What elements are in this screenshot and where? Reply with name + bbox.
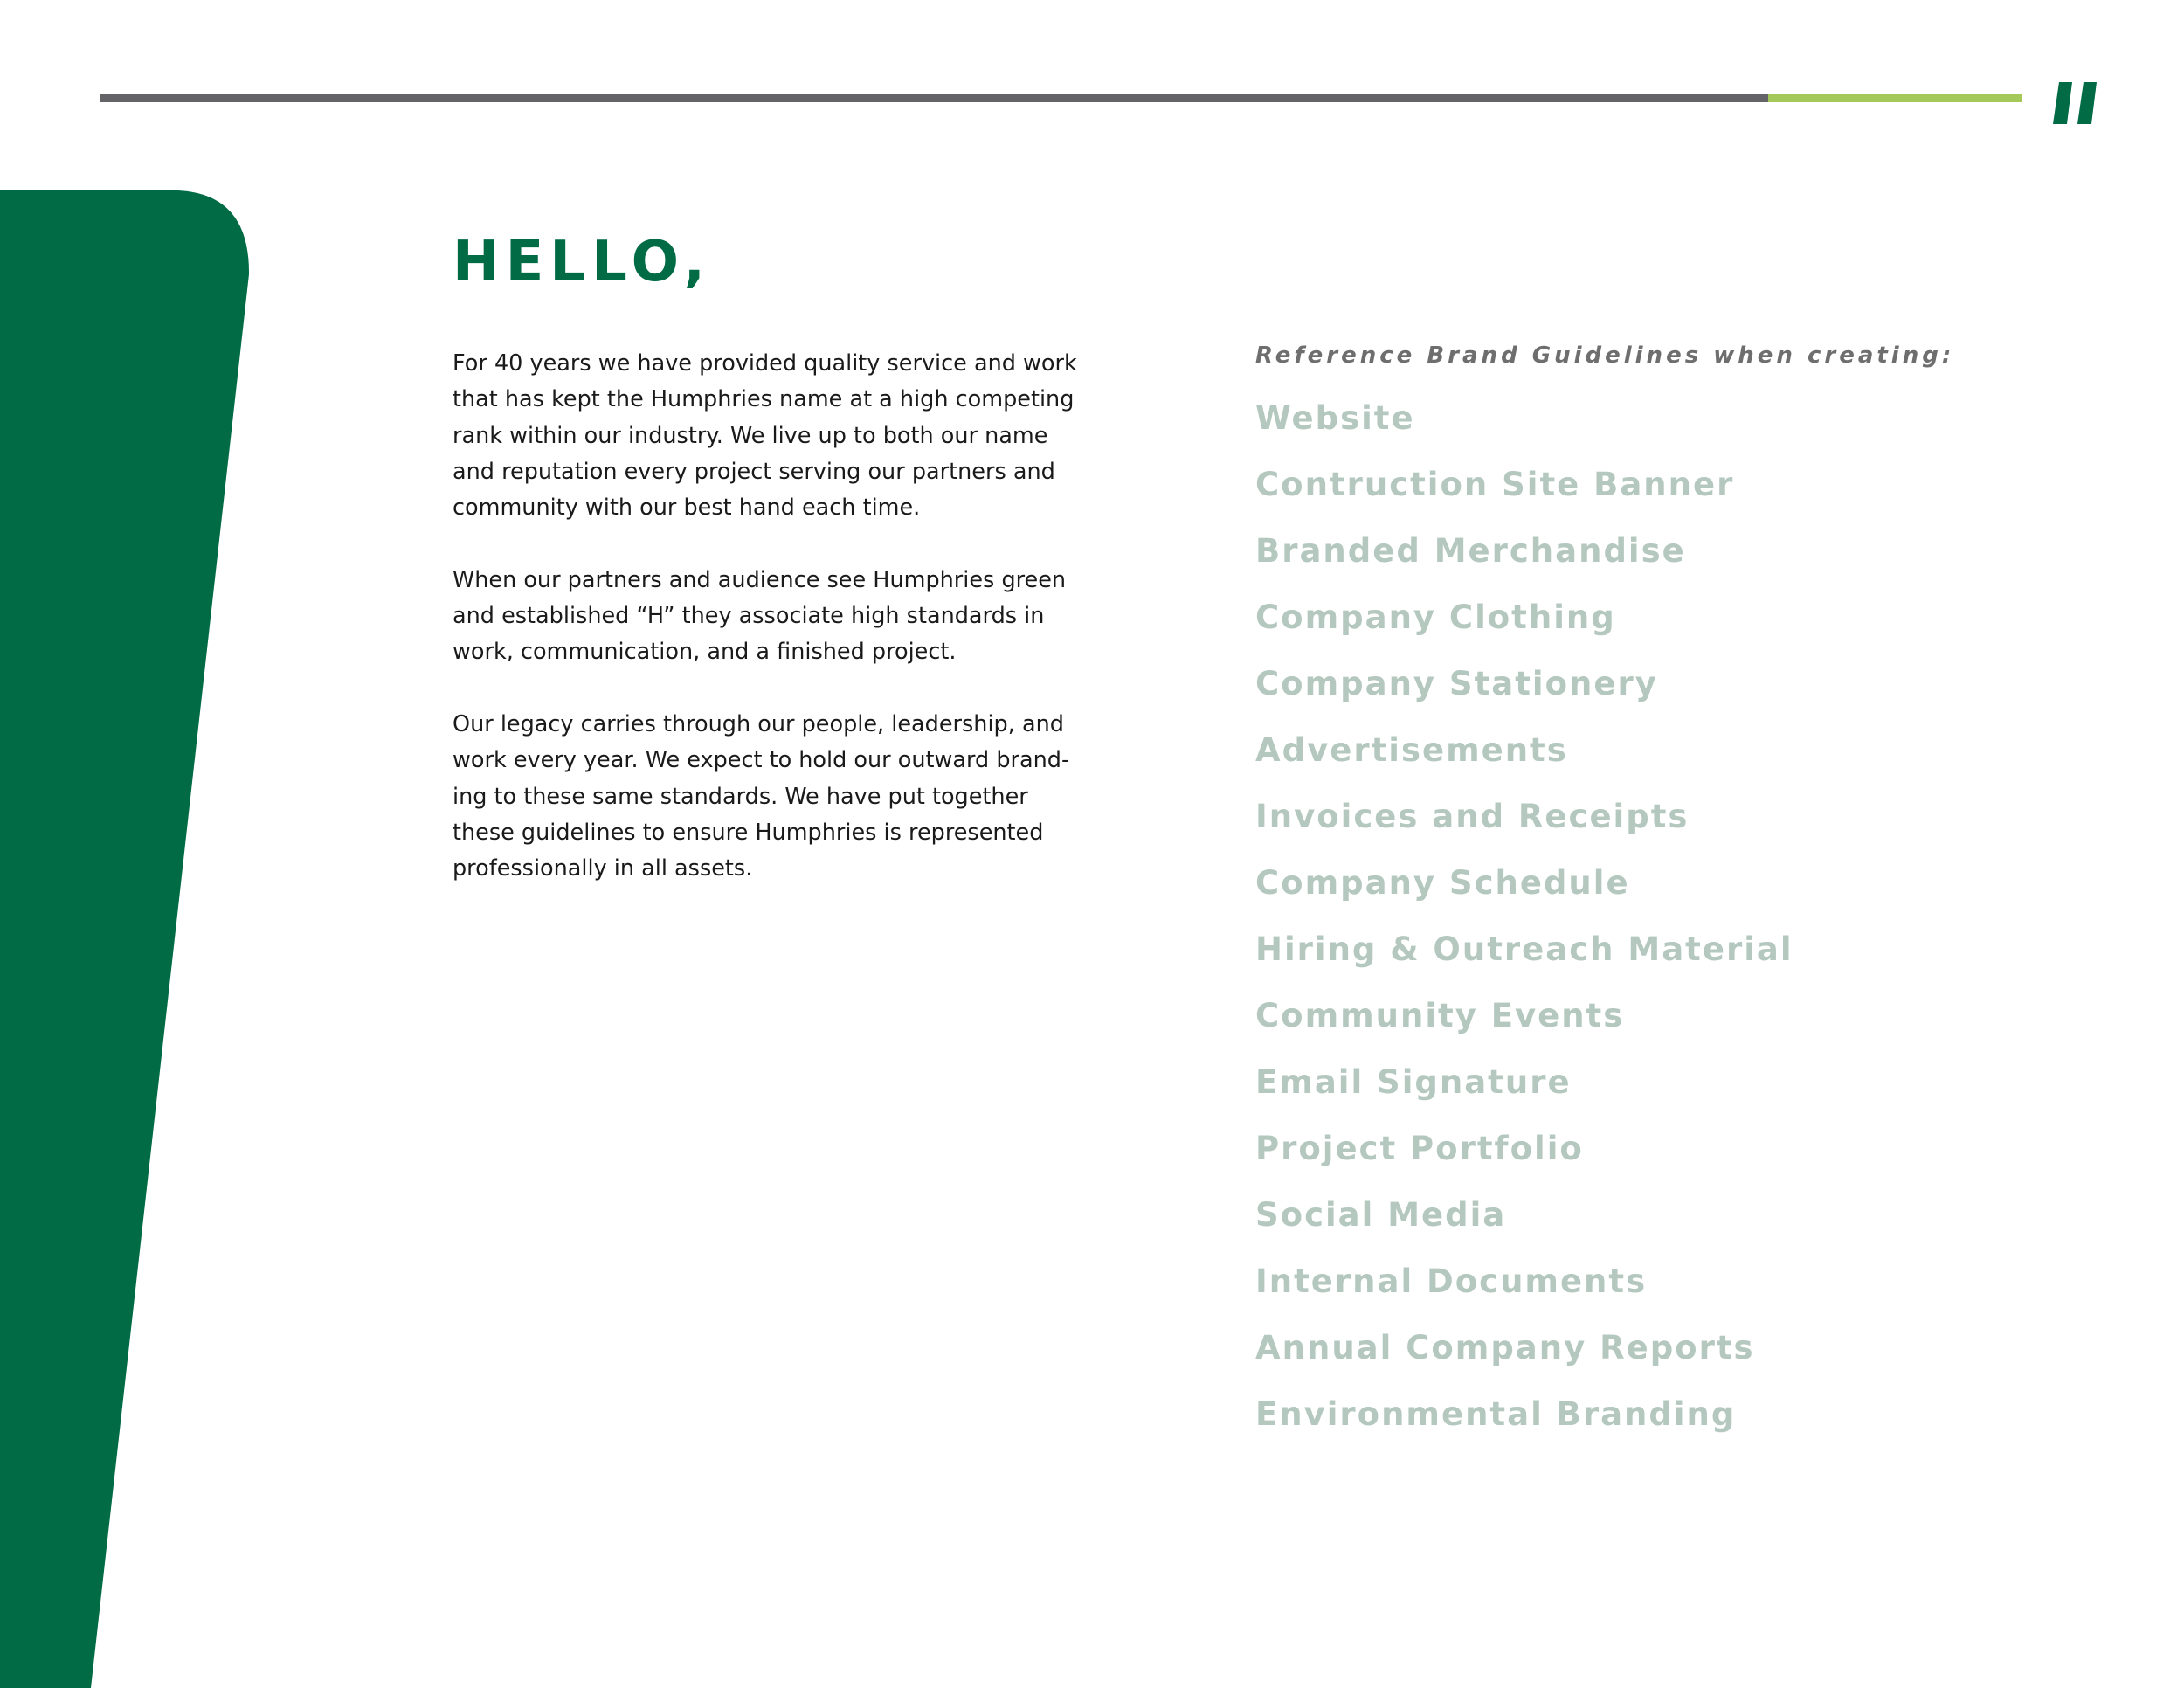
intro-paragraph: Our legacy carries through our people, leadership, and work every year. We expect to hold our outward brand- ing to these same standards. We have put together these guidelines to ensure Humphries is represented professionally in all assets. <box>453 710 1070 882</box>
intro-text <box>453 346 1134 924</box>
reference-item: Internal Documents <box>1255 1263 1648 1300</box>
intro-paragraph: When our partners and audience see Humphries green and established “H” they associate high standards in work, communication, and a finished project. <box>453 566 1067 666</box>
reference-item: Community Events <box>1255 997 1625 1034</box>
reference-item: Invoices and Receipts <box>1255 798 1690 835</box>
reference-item: Hiring & Outreach Material <box>1255 930 1794 968</box>
reference-item: Contruction Site Banner <box>1255 466 1735 503</box>
reference-item: Branded Merchandise <box>1255 532 1686 570</box>
header-rule-gray <box>100 94 1768 102</box>
humphries-h-mark-icon <box>2053 82 2097 124</box>
intro-paragraph: For 40 years we have provided quality service and work that has kept the Humphries name at a high competing rank within our industry. We live up to both our name and reputation every project serving our partners and community with our best hand each time. <box>453 350 1077 522</box>
reference-item: Advertisements <box>1255 731 1568 769</box>
header-rule-accent <box>1768 94 2022 102</box>
reference-heading: Reference Brand Guidelines when creating: <box>1255 342 1955 369</box>
reference-item: Company Clothing <box>1255 598 1616 636</box>
reference-item: Social Media <box>1255 1196 1507 1234</box>
reference-item: Company Stationery <box>1255 665 1658 702</box>
reference-list <box>1255 396 1794 1458</box>
reference-item: Project Portfolio <box>1255 1130 1584 1167</box>
reference-item: Annual Company Reports <box>1255 1329 1755 1366</box>
side-green-band <box>0 0 262 1688</box>
reference-item: Environmental Branding <box>1255 1395 1737 1433</box>
reference-item: Email Signature <box>1255 1063 1572 1101</box>
page-title: HELLO, <box>453 230 711 294</box>
reference-item: Website <box>1255 399 1415 437</box>
reference-item: Company Schedule <box>1255 864 1630 902</box>
